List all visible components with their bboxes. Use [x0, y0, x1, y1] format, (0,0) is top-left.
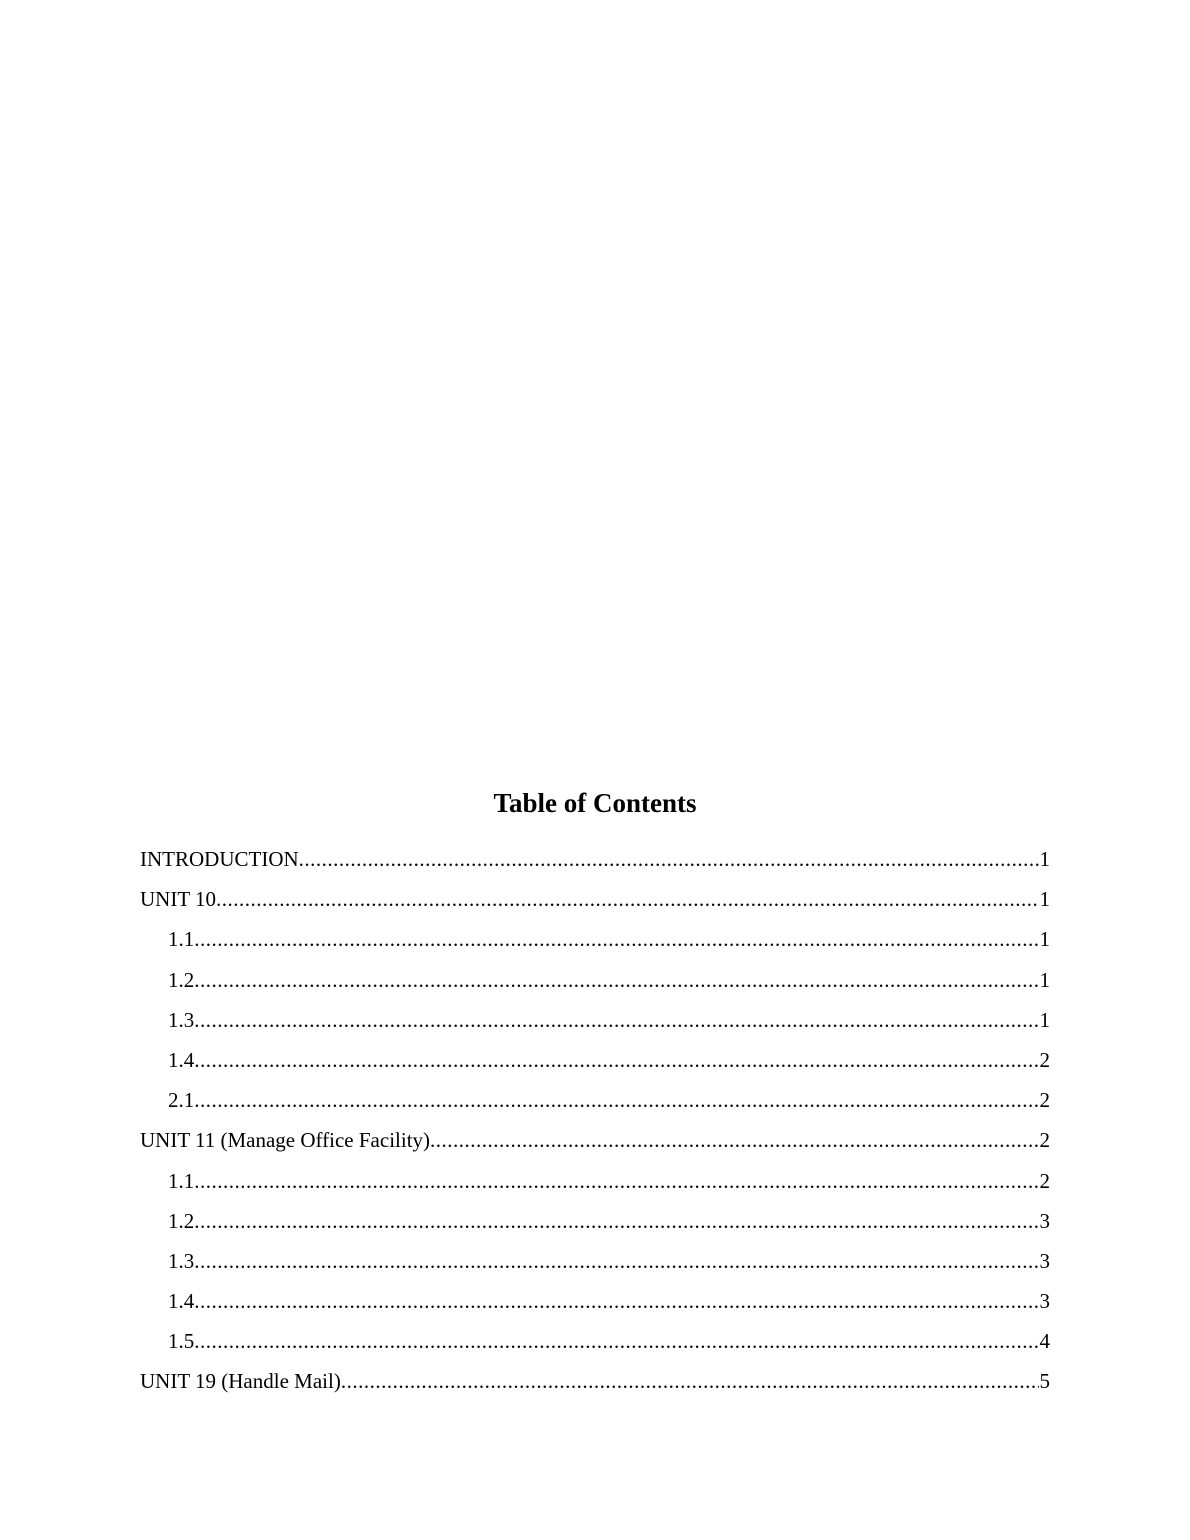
toc-dot-leader: [194, 1324, 1038, 1358]
toc-dot-leader: [194, 1083, 1038, 1117]
toc-entry-label: 1.3: [168, 1248, 195, 1273]
toc-entry-page-number: 2: [1039, 1128, 1050, 1153]
toc-entry-label: INTRODUCTION: [140, 847, 299, 871]
toc-entry-unit-11-1-2[interactable]: [140, 1204, 1050, 1244]
toc-entry-label: 1.4: [168, 1047, 195, 1072]
toc-entry-page-number: 1: [1039, 847, 1050, 871]
toc-dot-leader: [299, 842, 1039, 876]
toc-dot-leader: [194, 922, 1038, 956]
toc-entry-page-number: 5: [1039, 1369, 1050, 1394]
toc-dot-leader: [194, 1003, 1038, 1037]
toc-entry-unit-10-1-1[interactable]: [140, 922, 1050, 962]
toc-dot-leader: [194, 963, 1038, 997]
toc-entry-label: 1.5: [168, 1329, 195, 1354]
toc-entry-unit-11-1-5[interactable]: [140, 1324, 1050, 1364]
toc-list: [140, 842, 1050, 1405]
toc-entry-unit-10-1-4[interactable]: [140, 1043, 1050, 1083]
toc-entry-page-number: 3: [1039, 1289, 1050, 1314]
toc-entry-page-number: 1: [1039, 1007, 1050, 1032]
toc-entry-unit-10-2-1[interactable]: [140, 1083, 1050, 1123]
toc-entry-page-number: 1: [1039, 927, 1050, 952]
toc-entry-label: 1.1: [168, 1168, 195, 1193]
toc-entry-unit-10-1-3[interactable]: [140, 1003, 1050, 1043]
toc-entry-label: 2.1: [168, 1088, 195, 1113]
toc-entry-page-number: 2: [1039, 1088, 1050, 1113]
toc-entry-label: UNIT 19 (Handle Mail): [140, 1369, 341, 1394]
toc-entry-unit-11-1-3[interactable]: [140, 1244, 1050, 1284]
toc-entry-label: 1.2: [168, 967, 195, 992]
toc-dot-leader: [194, 1244, 1038, 1278]
toc-entry-unit-11[interactable]: [140, 1123, 1050, 1163]
toc-entry-label: UNIT 11 (Manage Office Facility): [140, 1128, 431, 1153]
toc-entry-page-number: 1: [1039, 887, 1050, 912]
toc-dot-leader: [341, 1364, 1039, 1398]
toc-entry-page-number: 2: [1039, 1168, 1050, 1193]
toc-entry-introduction[interactable]: [140, 842, 1050, 882]
toc-entry-label: 1.3: [168, 1007, 195, 1032]
toc-entry-unit-11-1-1[interactable]: [140, 1164, 1050, 1204]
toc-entry-label: 1.2: [168, 1208, 195, 1233]
toc-entry-label: 1.4: [168, 1289, 195, 1314]
toc-entry-page-number: 3: [1039, 1248, 1050, 1273]
toc-dot-leader: [194, 1164, 1038, 1198]
toc-entry-page-number: 2: [1039, 1047, 1050, 1072]
toc-dot-leader: [194, 1204, 1038, 1238]
toc-dot-leader: [430, 1123, 1038, 1157]
toc-entry-label: UNIT 10: [140, 887, 217, 912]
toc-entry-page-number: 1: [1039, 967, 1050, 992]
toc-entry-unit-10-1-2[interactable]: [140, 963, 1050, 1003]
toc-dot-leader: [194, 1284, 1038, 1318]
toc-entry-unit-11-1-4[interactable]: [140, 1284, 1050, 1324]
toc-entry-unit-10[interactable]: [140, 882, 1050, 922]
toc-dot-leader: [216, 882, 1038, 916]
toc-entry-page-number: 4: [1039, 1329, 1050, 1354]
toc-dot-leader: [194, 1043, 1038, 1077]
toc-entry-label: 1.1: [168, 927, 195, 952]
toc-entry-page-number: 3: [1039, 1208, 1050, 1233]
toc-entry-unit-19[interactable]: [140, 1364, 1050, 1404]
toc-title: Table of Contents: [493, 788, 697, 818]
